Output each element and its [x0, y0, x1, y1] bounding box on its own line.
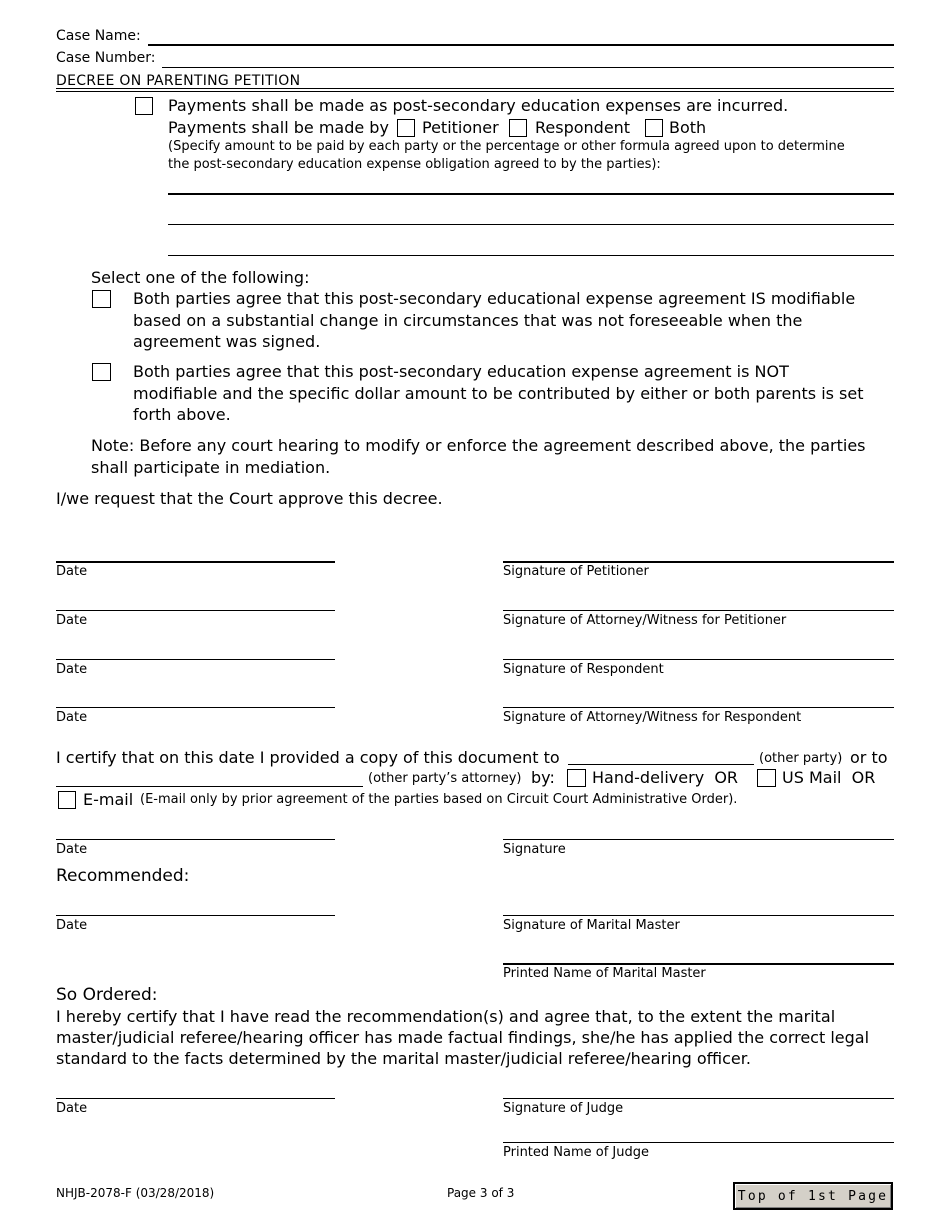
top-of-first-page-button[interactable]: Top of 1st Page — [733, 1182, 893, 1210]
petitioner-signature-field[interactable] — [503, 561, 894, 563]
header-divider-2 — [56, 91, 894, 92]
date-field-respondent[interactable] — [56, 659, 335, 660]
date-field-attorney-respondent[interactable] — [56, 707, 335, 708]
select-heading: Select one of the following: — [91, 268, 310, 287]
email-note: (E-mail only by prior agreement of the parties based on Circuit Court Administrative Order). — [140, 792, 738, 807]
modifiable-text-line2: based on a substantial change in circumstances that was not foreseeable when the — [133, 311, 803, 330]
both-option-label: Both — [669, 118, 707, 137]
header-divider — [56, 88, 894, 89]
specify-field-1[interactable] — [168, 193, 894, 195]
recommended-heading: Recommended: — [56, 866, 190, 886]
not-modifiable-text-line3: forth above. — [133, 405, 231, 424]
specify-instructions-line1: (Specify amount to be paid by each party or the percentage or other formula agreed upon to determine — [168, 139, 845, 154]
other-party-label: (other party) — [759, 751, 843, 766]
date-label: Date — [56, 918, 88, 933]
marital-master-printed-name-field[interactable] — [503, 963, 894, 965]
case-number-field[interactable] — [162, 67, 894, 68]
certify-signature-label: Signature — [503, 842, 566, 857]
not-modifiable-text-line2: modifiable and the specific dollar amount to be contributed by either or both parents is set — [133, 384, 864, 403]
case-name-label: Case Name: — [56, 28, 141, 44]
date-label: Date — [56, 564, 88, 579]
date-label: Date — [56, 613, 88, 628]
date-label: Date — [56, 1101, 88, 1116]
judge-printed-name-field[interactable] — [503, 1142, 894, 1143]
case-number-label: Case Number: — [56, 50, 156, 66]
email-label: E-mail — [83, 790, 134, 809]
mediation-note-line1: Note: Before any court hearing to modify or enforce the agreement described above, the parties — [91, 436, 866, 455]
mediation-note-line2: shall participate in mediation. — [91, 458, 331, 477]
respondent-signature-label: Signature of Respondent — [503, 662, 664, 677]
not-modifiable-checkbox[interactable] — [92, 363, 111, 381]
respondent-checkbox[interactable] — [509, 119, 527, 137]
modifiable-text-line1: Both parties agree that this post-secondary educational expense agreement IS modifiable — [133, 289, 856, 308]
modifiable-checkbox[interactable] — [92, 290, 111, 308]
specify-field-2[interactable] — [168, 224, 894, 225]
marital-master-signature-label: Signature of Marital Master — [503, 918, 680, 933]
judge-signature-label: Signature of Judge — [503, 1101, 624, 1116]
petitioner-option-label: Petitioner — [422, 118, 499, 137]
certify-text: I certify that on this date I provided a copy of this document to — [56, 748, 560, 767]
email-checkbox[interactable] — [58, 791, 76, 809]
or-to-text: or to — [850, 748, 888, 767]
payments-incurred-checkbox[interactable] — [135, 97, 153, 115]
judge-printed-name-label: Printed Name of Judge — [503, 1145, 650, 1160]
date-label: Date — [56, 842, 88, 857]
form-title: DECREE ON PARENTING PETITION — [56, 73, 301, 89]
case-name-field[interactable] — [148, 44, 894, 46]
recommended-date-field[interactable] — [56, 915, 335, 916]
other-party-attorney-label: (other party’s attorney) — [368, 771, 522, 786]
payments-incurred-text: Payments shall be made as post-secondary education expenses are incurred. — [168, 96, 789, 115]
hand-delivery-label: Hand-delivery OR — [592, 768, 739, 787]
certify-signature-field[interactable] — [503, 839, 894, 840]
attorney-petitioner-signature-field[interactable] — [503, 610, 894, 611]
other-party-attorney-field[interactable] — [56, 786, 363, 787]
date-field-attorney-petitioner[interactable] — [56, 610, 335, 611]
petitioner-checkbox[interactable] — [397, 119, 415, 137]
payments-made-by-label: Payments shall be made by — [168, 118, 389, 137]
other-party-field[interactable] — [568, 764, 754, 765]
by-label: by: — [531, 768, 555, 787]
judge-signature-field[interactable] — [503, 1098, 894, 1099]
attorney-respondent-signature-label: Signature of Attorney/Witness for Respondent — [503, 710, 802, 725]
respondent-signature-field[interactable] — [503, 659, 894, 660]
request-approval-text: I/we request that the Court approve this decree. — [56, 489, 443, 508]
judge-date-field[interactable] — [56, 1098, 335, 1099]
marital-master-printed-name-label: Printed Name of Marital Master — [503, 966, 706, 981]
so-ordered-heading: So Ordered: — [56, 985, 158, 1005]
both-checkbox[interactable] — [645, 119, 663, 137]
not-modifiable-text-line1: Both parties agree that this post-secondary education expense agreement is NOT — [133, 362, 789, 381]
respondent-option-label: Respondent — [535, 118, 631, 137]
us-mail-label: US Mail OR — [782, 768, 876, 787]
attorney-petitioner-signature-label: Signature of Attorney/Witness for Petitioner — [503, 613, 787, 628]
petitioner-signature-label: Signature of Petitioner — [503, 564, 649, 579]
form-id: NHJB-2078-F (03/28/2018) — [56, 1186, 215, 1200]
date-field-petitioner[interactable] — [56, 561, 335, 563]
specify-instructions-line2: the post-secondary education expense obligation agreed to by the parties): — [168, 157, 661, 172]
certify-date-field[interactable] — [56, 839, 335, 840]
so-ordered-text-line3: standard to the facts determined by the marital master/judicial referee/hearing officer. — [56, 1049, 751, 1068]
us-mail-checkbox[interactable] — [757, 769, 776, 787]
hand-delivery-checkbox[interactable] — [567, 769, 586, 787]
page-number: Page 3 of 3 — [447, 1186, 515, 1200]
specify-field-3[interactable] — [168, 255, 894, 256]
attorney-respondent-signature-field[interactable] — [503, 707, 894, 708]
marital-master-signature-field[interactable] — [503, 915, 894, 916]
date-label: Date — [56, 710, 88, 725]
so-ordered-text-line2: master/judicial referee/hearing officer has made factual findings, she/he has applied the correct legal — [56, 1028, 870, 1047]
so-ordered-text-line1: I hereby certify that I have read the recommendation(s) and agree that, to the extent the marital — [56, 1007, 836, 1026]
modifiable-text-line3: agreement was signed. — [133, 332, 321, 351]
date-label: Date — [56, 662, 88, 677]
